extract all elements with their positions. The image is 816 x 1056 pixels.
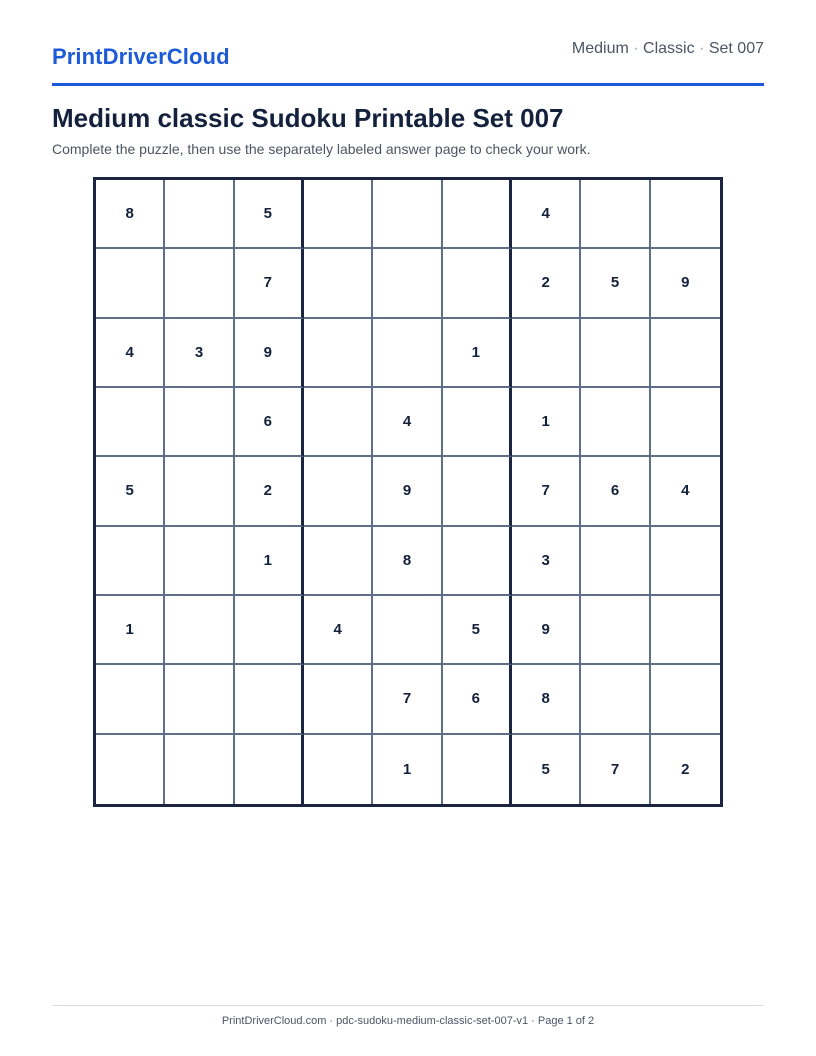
- sudoku-cell: [96, 735, 165, 804]
- sudoku-cell: 5: [235, 180, 304, 249]
- sudoku-cell: [96, 388, 165, 457]
- sudoku-cell: 4: [96, 319, 165, 388]
- sudoku-cell: 4: [373, 388, 442, 457]
- sudoku-cell: 1: [512, 388, 581, 457]
- meta-separator: ·: [633, 40, 639, 57]
- sudoku-cell: [443, 249, 512, 318]
- sudoku-cell: [651, 319, 720, 388]
- page-footer: PrintDriverCloud.com · pdc-sudoku-medium-classic-set-007-v1 · Page 1 of 2: [52, 1005, 764, 1027]
- sudoku-cell: [165, 596, 234, 665]
- sudoku-cell: [165, 735, 234, 804]
- sudoku-cell: 4: [512, 180, 581, 249]
- sudoku-cell: 6: [235, 388, 304, 457]
- sudoku-cell: 5: [96, 457, 165, 526]
- sudoku-cell: [304, 735, 373, 804]
- sudoku-cell: [581, 180, 650, 249]
- sudoku-cell: [304, 457, 373, 526]
- sudoku-cell: [443, 457, 512, 526]
- sudoku-cell: [373, 319, 442, 388]
- sudoku-cell: 4: [304, 596, 373, 665]
- sudoku-cell: 2: [235, 457, 304, 526]
- sudoku-cell: [304, 180, 373, 249]
- sudoku-cell: [373, 596, 442, 665]
- sudoku-cell: [165, 249, 234, 318]
- sudoku-cell: 7: [581, 735, 650, 804]
- sudoku-cell: [235, 596, 304, 665]
- sudoku-cell: 8: [96, 180, 165, 249]
- sudoku-cell: [96, 249, 165, 318]
- sudoku-cell: [235, 665, 304, 734]
- sudoku-cell: [651, 665, 720, 734]
- puzzle-meta: [572, 40, 764, 58]
- sudoku-cell: [165, 388, 234, 457]
- meta-separator: ·: [699, 40, 705, 57]
- sudoku-cell: 8: [373, 527, 442, 596]
- sudoku-cell: 1: [373, 735, 442, 804]
- sudoku-cell: [651, 388, 720, 457]
- sudoku-cell: [96, 665, 165, 734]
- page-title: Medium classic Sudoku Printable Set 007: [52, 103, 564, 133]
- sudoku-cell: [443, 527, 512, 596]
- brand-logo-text: PrintDriverCloud: [52, 44, 230, 69]
- sudoku-cell: 1: [96, 596, 165, 665]
- sudoku-cell: 5: [581, 249, 650, 318]
- sudoku-cell: [581, 388, 650, 457]
- sudoku-grid: [93, 177, 723, 807]
- sudoku-cell: 4: [651, 457, 720, 526]
- sudoku-cell: [373, 180, 442, 249]
- sudoku-cell: [581, 596, 650, 665]
- sudoku-cell: 5: [512, 735, 581, 804]
- meta-style: Classic: [643, 40, 695, 57]
- sudoku-cell: [96, 527, 165, 596]
- page-subtitle: Complete the puzzle, then use the separately labeled answer page to check your work.: [52, 141, 591, 157]
- sudoku-cell: [165, 527, 234, 596]
- sudoku-cell: [304, 388, 373, 457]
- sudoku-cell: [581, 527, 650, 596]
- sudoku-cell: [304, 665, 373, 734]
- sudoku-cell: 6: [443, 665, 512, 734]
- sudoku-cell: 8: [512, 665, 581, 734]
- sudoku-cell: 1: [443, 319, 512, 388]
- sudoku-cell: [651, 596, 720, 665]
- sudoku-cell: [443, 388, 512, 457]
- sudoku-cell: 9: [651, 249, 720, 318]
- sudoku-cell: 2: [681, 760, 690, 778]
- sudoku-cell: [304, 527, 373, 596]
- meta-set: Set 007: [708, 40, 764, 57]
- sudoku-cell: [512, 319, 581, 388]
- sudoku-cell: [165, 457, 234, 526]
- sudoku-cell: [581, 665, 650, 734]
- sudoku-cell: [304, 319, 373, 388]
- sudoku-cell: 3: [512, 527, 581, 596]
- sudoku-cell: 5: [443, 596, 512, 665]
- sudoku-cell: 2: [512, 249, 581, 318]
- sudoku-cell: [581, 319, 650, 388]
- sudoku-cell: [373, 249, 442, 318]
- sudoku-cell: [651, 180, 720, 249]
- sudoku-cell: 6: [581, 457, 650, 526]
- sudoku-cell: 9: [235, 319, 304, 388]
- sudoku-cell: 7: [373, 665, 442, 734]
- sudoku-cell: 9: [373, 457, 442, 526]
- sudoku-cell: 1: [235, 527, 304, 596]
- sudoku-cell: [165, 180, 234, 249]
- sudoku-cell: [235, 735, 304, 804]
- page-header: [52, 40, 764, 86]
- sudoku-cell: [443, 735, 512, 804]
- sudoku-cell: [304, 249, 373, 318]
- sudoku-cell: 7: [512, 457, 581, 526]
- sudoku-cell: 3: [165, 319, 234, 388]
- sudoku-cell: 7: [235, 249, 304, 318]
- sudoku-cell: [165, 665, 234, 734]
- meta-difficulty: Medium: [571, 40, 629, 57]
- sudoku-cell: 9: [512, 596, 581, 665]
- sudoku-cell: [651, 527, 720, 596]
- sudoku-cell: [443, 180, 512, 249]
